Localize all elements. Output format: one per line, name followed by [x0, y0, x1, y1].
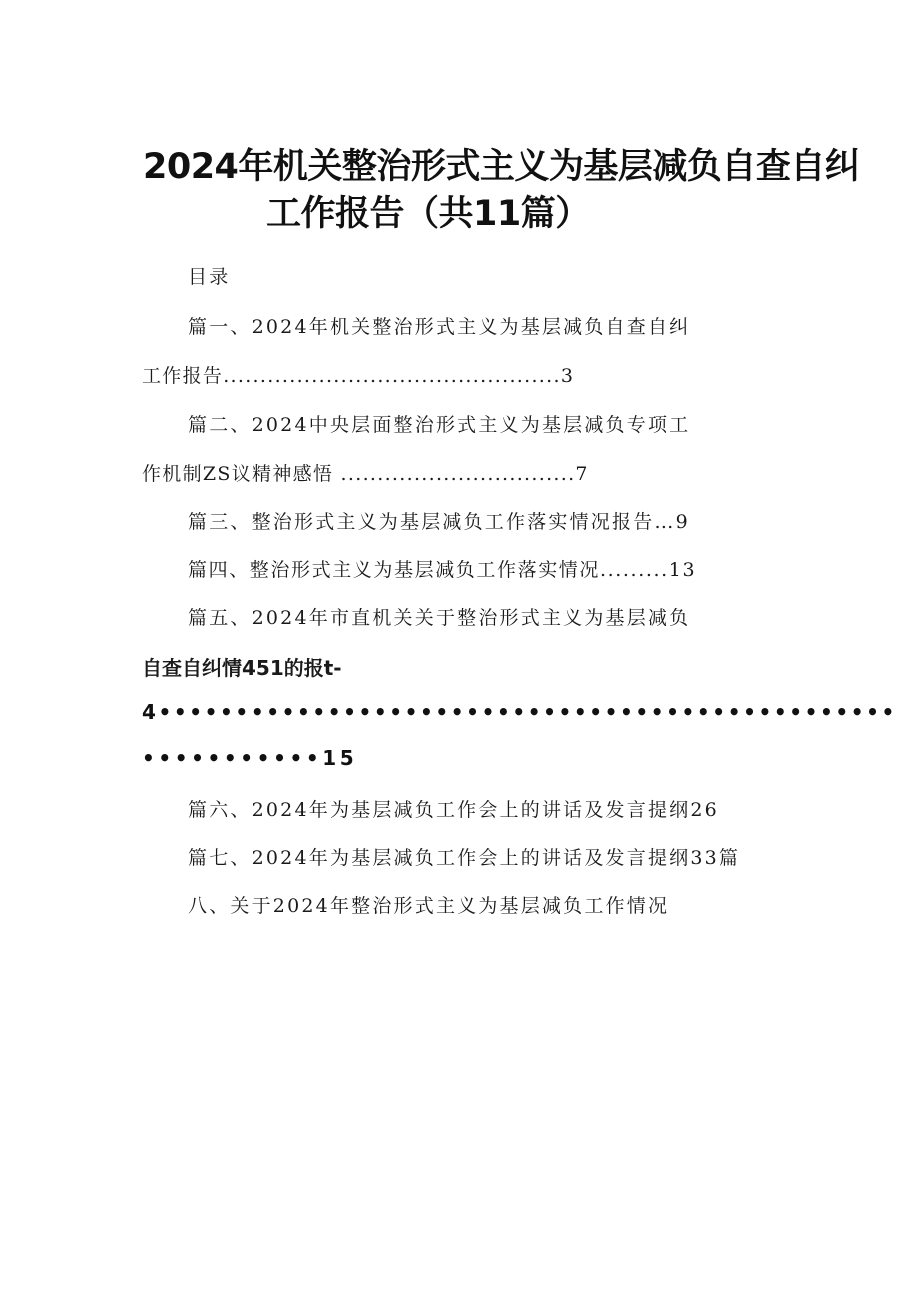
document-title-line-1: 2024年机关整治形式主义为基层减负自查自纠	[143, 147, 860, 187]
toc-entry-7: 篇七、2024年为基层减负工作会上的讲话及发言提纲33篇	[188, 847, 741, 869]
toc-heading: 目录	[188, 266, 231, 288]
toc-entry-2-line-2: 作机制ZS议精神感悟 ................................7	[142, 463, 589, 485]
toc-entry-3: 篇三、整治形式主义为基层减负工作落实情况报告…9	[188, 511, 690, 533]
toc-entry-5-dots-row-1: 4••••••••••••••••••••••••••••••••••••••••••••••••	[142, 700, 897, 724]
toc-entry-1-line-2: 工作报告..............................................3	[142, 365, 575, 387]
toc-entry-1-line-1: 篇一、2024年机关整治形式主义为基层减负自查自纠	[188, 316, 691, 338]
toc-entry-2-line-1: 篇二、2024中央层面整治形式主义为基层减负专项工	[188, 414, 691, 436]
toc-entry-5-line-1: 篇五、2024年市直机关关于整治形式主义为基层减负	[188, 607, 691, 629]
document-title-line-2: 工作报告（共11篇）	[266, 194, 590, 234]
toc-entry-8: 八、关于2024年整治形式主义为基层减负工作情况	[188, 895, 670, 917]
toc-entry-5-dots-row-2: •••••••••••15	[142, 746, 358, 770]
toc-entry-4: 篇四、整治形式主义为基层减负工作落实情况.........13	[188, 559, 697, 581]
toc-entry-5-line-2: 自查自纠情451的报t-	[142, 656, 342, 680]
toc-entry-6: 篇六、2024年为基层减负工作会上的讲话及发言提纲26	[188, 799, 719, 821]
